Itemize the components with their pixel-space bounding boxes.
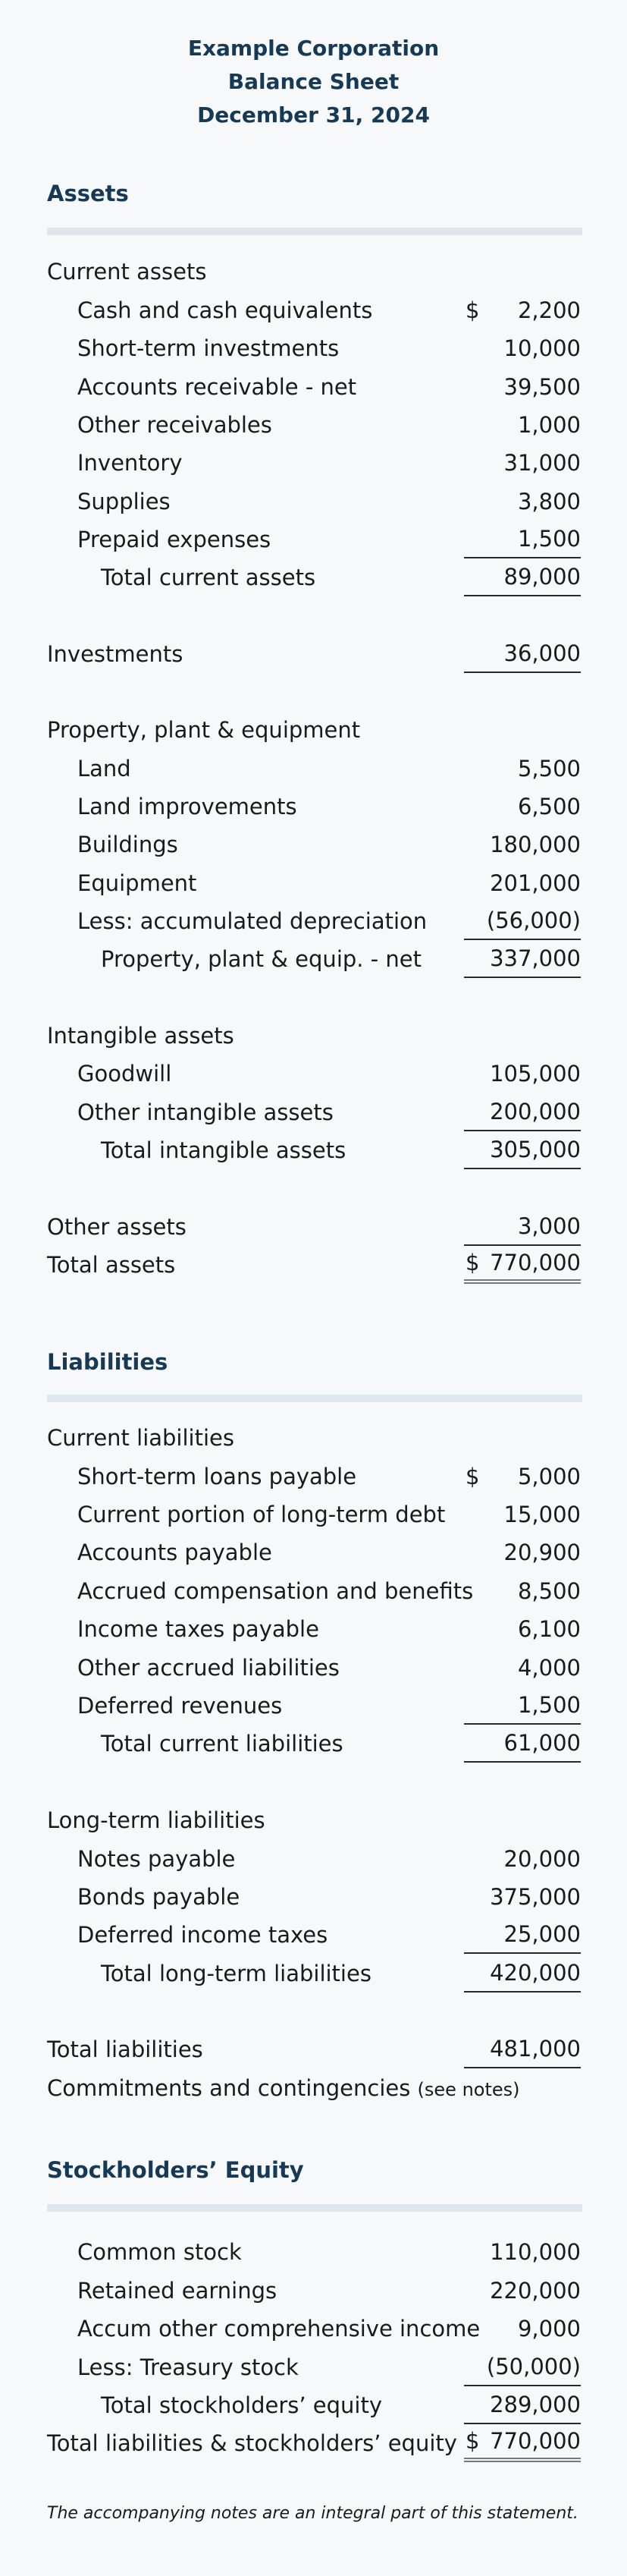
line-item-label-text: Long-term liabilities — [47, 1807, 265, 1833]
line-item-amount — [464, 1649, 581, 1687]
line-item-label — [47, 1425, 234, 1451]
amount-value: 305,000 — [490, 1137, 581, 1162]
line-item-label-text: Other assets — [47, 1214, 187, 1240]
line-item-label — [47, 1252, 175, 1278]
line-item-total-liabilities — [0, 2030, 627, 2068]
line-item-bonds-payable — [0, 1878, 627, 1916]
line-item-less-treasury-stock — [0, 2348, 627, 2386]
line-item-total-liabilities-and-stockholders-equity — [0, 2424, 627, 2462]
line-item-label — [77, 374, 356, 400]
line-item-amount — [464, 2030, 581, 2068]
line-item-amount — [464, 1610, 581, 1648]
amount-value: 2,200 — [517, 297, 581, 323]
line-item-label-text: Current assets — [47, 259, 207, 285]
line-item-label-text: Accounts payable — [77, 1540, 272, 1565]
line-item-supplies — [0, 483, 627, 521]
statement-header — [0, 32, 627, 132]
line-item-label-text: Other accrued liabilities — [77, 1655, 340, 1681]
amount-value: 31,000 — [503, 450, 581, 476]
line-item-amount — [464, 291, 581, 329]
line-item-buildings — [0, 826, 627, 863]
line-item-label — [101, 2392, 382, 2418]
line-item-label — [101, 1961, 371, 1986]
line-item-total-current-liabilities — [0, 1725, 627, 1763]
line-item-label — [47, 1023, 234, 1049]
line-item-amount — [464, 2348, 581, 2386]
line-item-label-text: Accounts receivable - net — [77, 374, 357, 400]
line-item-label-text: Total stockholders’ equity — [101, 2392, 383, 2418]
line-item-label-text: Property, plant & equipment — [47, 717, 361, 743]
company-name: Example Corporation — [187, 36, 440, 61]
amount-value: 6,100 — [517, 1616, 581, 1642]
section-divider — [47, 1395, 582, 1402]
line-item-label — [47, 2430, 457, 2456]
line-item-label-text: Supplies — [77, 489, 171, 514]
line-item-label — [77, 297, 372, 323]
line-item-label — [77, 1464, 356, 1489]
amount-value: 481,000 — [490, 2036, 581, 2062]
line-item-label — [77, 1578, 473, 1604]
line-item-amount — [464, 2386, 581, 2424]
amount-value: 89,000 — [503, 564, 581, 590]
line-item-retained-earnings — [0, 2272, 627, 2310]
line-item-label-text: Commitments and contingencies — [47, 2075, 411, 2101]
line-item-amount — [464, 368, 581, 406]
amount-value: 110,000 — [490, 2239, 581, 2265]
line-item-intangible-assets — [0, 1017, 627, 1055]
line-item-notes-payable — [0, 1840, 627, 1878]
line-item-accounts-receivable-net — [0, 368, 627, 406]
line-item-label-text: Current liabilities — [47, 1425, 234, 1451]
amount-value: 9,000 — [517, 2316, 581, 2342]
line-item-current-liabilities — [0, 1419, 627, 1457]
line-item-property-plant-and-equipment — [0, 711, 627, 749]
line-item-label — [47, 2037, 203, 2062]
line-item-amount — [464, 1572, 581, 1610]
line-item-label-text: Total intangible assets — [101, 1137, 346, 1163]
line-item-label-text: Bonds payable — [77, 1884, 240, 1910]
currency-symbol: $ — [466, 1250, 480, 1275]
line-item-amount — [464, 902, 581, 940]
line-item-label-text: Common stock — [77, 2239, 242, 2265]
amount-value: 220,000 — [490, 2278, 581, 2304]
line-item-amount — [464, 864, 581, 902]
section-divider — [47, 228, 582, 235]
line-item-label-text: Cash and cash equivalents — [77, 297, 373, 323]
line-item-label — [47, 2075, 520, 2101]
line-item-label-text: Total long-term liabilities — [101, 1961, 371, 1986]
line-item-label — [101, 1731, 343, 1757]
line-item-goodwill — [0, 1055, 627, 1093]
line-item-amount — [464, 1093, 581, 1131]
line-item-label-text: Total liabilities & stockholders’ equity — [47, 2430, 457, 2456]
line-item-accounts-payable — [0, 1533, 627, 1571]
section-title-assets: Assets — [47, 181, 129, 206]
line-item-label — [77, 1540, 272, 1565]
line-item-label — [77, 1693, 282, 1719]
line-item-label — [77, 2239, 242, 2265]
line-item-label — [77, 1884, 240, 1910]
line-item-amount — [464, 521, 581, 558]
line-item-total-current-assets — [0, 558, 627, 596]
amount-value: 3,000 — [517, 1213, 581, 1239]
line-item-label — [77, 2278, 277, 2304]
line-item-amount — [464, 1458, 581, 1496]
amount-value: 15,000 — [503, 1502, 581, 1527]
amount-value: 3,800 — [517, 489, 581, 514]
line-item-label — [77, 527, 271, 552]
line-item-amount — [464, 2233, 581, 2271]
amount-value: 180,000 — [490, 832, 581, 857]
line-item-investments — [0, 635, 627, 673]
line-item-note: (see notes) — [417, 2079, 520, 2100]
line-item-amount — [464, 1533, 581, 1571]
statement-date: December 31, 2024 — [197, 102, 430, 127]
line-item-label-text: Current portion of long-term debt — [77, 1502, 446, 1527]
line-item-deferred-revenues — [0, 1687, 627, 1725]
amount-value: 6,500 — [517, 794, 581, 819]
section-title-liabilities: Liabilities — [47, 1349, 168, 1375]
line-item-label — [77, 832, 178, 857]
line-item-label-text: Less: Treasury stock — [77, 2354, 299, 2380]
line-item-label — [77, 1616, 319, 1642]
line-item-label-text: Other receivables — [77, 412, 272, 438]
line-item-label — [47, 1807, 265, 1833]
line-item-label — [47, 641, 183, 667]
line-item-label — [77, 2316, 480, 2342]
line-item-label-text: Equipment — [77, 870, 197, 896]
line-item-amount — [464, 1955, 581, 1993]
line-item-label — [77, 1502, 445, 1527]
line-item-label — [101, 946, 422, 972]
line-item-label-text: Other intangible assets — [77, 1099, 334, 1125]
line-item-label-text: Property, plant & equip. - net — [101, 946, 422, 972]
line-item-label — [77, 1099, 334, 1125]
line-item-label-text: Accrued compensation and benefits — [77, 1578, 474, 1604]
line-item-land — [0, 750, 627, 788]
line-item-deferred-income-taxes — [0, 1916, 627, 1954]
section-title-stockholders-equity: Stockholders’ Equity — [47, 2157, 304, 2183]
amount-value: 61,000 — [503, 1730, 581, 1756]
amount-value: 36,000 — [503, 640, 581, 666]
amount-value: 1,500 — [517, 1692, 581, 1718]
line-item-amount — [464, 750, 581, 788]
line-item-amount — [464, 558, 581, 596]
line-item-income-taxes-payable — [0, 1610, 627, 1648]
line-item-label-text: Total current liabilities — [101, 1731, 343, 1757]
footnote: The accompanying notes are an integral part of this statement. — [47, 2504, 578, 2523]
line-item-label-text: Less: accumulated depreciation — [77, 908, 428, 934]
amount-value: 201,000 — [490, 870, 581, 896]
line-item-label — [77, 1061, 171, 1087]
line-item-label-text: Land — [77, 756, 131, 782]
line-item-property-plant-and-equip-net — [0, 940, 627, 978]
line-item-label-text: Buildings — [77, 832, 178, 857]
line-item-current-assets — [0, 253, 627, 291]
amount-value: 289,000 — [490, 2392, 581, 2417]
line-item-amount — [464, 1916, 581, 1954]
section-divider — [47, 2204, 582, 2212]
line-item-label-text: Goodwill — [77, 1061, 172, 1087]
line-item-total-long-term-liabilities — [0, 1955, 627, 1993]
amount-value: 375,000 — [490, 1884, 581, 1910]
line-item-label-text: Retained earnings — [77, 2278, 277, 2304]
line-item-accrued-compensation-and-benefits — [0, 1572, 627, 1610]
line-item-label — [47, 1214, 187, 1240]
line-item-label-text: Inventory — [77, 450, 183, 476]
line-item-commitments-and-contingencies — [0, 2069, 627, 2107]
line-item-short-term-investments — [0, 329, 627, 367]
line-item-prepaid-expenses — [0, 521, 627, 558]
line-item-label — [47, 259, 206, 285]
amount-value: 105,000 — [490, 1061, 581, 1087]
amount-value: 420,000 — [490, 1960, 581, 1986]
line-item-cash-and-cash-equivalents — [0, 291, 627, 329]
line-item-total-assets — [0, 1246, 627, 1284]
line-item-equipment — [0, 864, 627, 902]
line-item-amount — [464, 1208, 581, 1246]
line-item-label — [77, 1922, 328, 1948]
amount-value: 5,000 — [517, 1464, 581, 1489]
line-item-amount — [464, 940, 581, 978]
currency-symbol: $ — [466, 2428, 480, 2454]
line-item-label-text: Intangible assets — [47, 1023, 234, 1049]
amount-value: 5,500 — [517, 756, 581, 782]
line-item-amount — [464, 2310, 581, 2348]
line-item-amount — [464, 1246, 581, 1284]
line-item-amount — [464, 2424, 581, 2462]
line-item-label — [77, 412, 272, 438]
line-item-less-accumulated-depreciation — [0, 902, 627, 940]
amount-value: 39,500 — [503, 374, 581, 400]
line-item-label-text: Short-term loans payable — [77, 1464, 357, 1489]
line-item-amount — [464, 1131, 581, 1169]
line-item-other-assets — [0, 1208, 627, 1246]
line-item-label-text: Deferred revenues — [77, 1693, 283, 1719]
line-item-label — [77, 450, 183, 476]
line-item-label — [47, 717, 360, 743]
amount-value: 20,900 — [503, 1540, 581, 1565]
line-item-amount — [464, 1687, 581, 1725]
line-item-amount — [464, 826, 581, 863]
line-item-label-text: Short-term investments — [77, 335, 340, 361]
line-item-amount — [464, 788, 581, 826]
line-item-common-stock — [0, 2233, 627, 2271]
amount-value: 1,500 — [517, 526, 581, 552]
amount-value: 337,000 — [490, 945, 581, 971]
line-item-label-text: Accum other comprehensive income — [77, 2316, 481, 2342]
line-item-label — [77, 908, 427, 934]
line-item-amount — [464, 1725, 581, 1763]
line-item-amount — [464, 1496, 581, 1533]
amount-value: 4,000 — [517, 1655, 581, 1681]
line-item-other-accrued-liabilities — [0, 1649, 627, 1687]
amount-value: 8,500 — [517, 1578, 581, 1604]
line-item-amount — [464, 329, 581, 367]
line-item-label-text: Prepaid expenses — [77, 527, 271, 552]
line-item-land-improvements — [0, 788, 627, 826]
line-item-label-text: Income taxes payable — [77, 1616, 319, 1642]
line-item-label-text: Notes payable — [77, 1846, 236, 1872]
currency-symbol: $ — [466, 297, 480, 323]
line-item-label — [101, 565, 315, 590]
line-item-label — [77, 794, 297, 819]
line-item-label-text: Total liabilities — [47, 2037, 203, 2062]
line-item-amount — [464, 635, 581, 673]
line-item-label — [101, 1137, 346, 1163]
line-item-label — [77, 756, 131, 782]
line-item-accum-other-comprehensive-income — [0, 2310, 627, 2348]
line-item-amount — [464, 406, 581, 444]
line-item-amount — [464, 1055, 581, 1093]
line-item-label — [77, 2354, 299, 2380]
line-item-label-text: Total assets — [47, 1252, 176, 1278]
line-item-label-text: Deferred income taxes — [77, 1922, 328, 1948]
line-item-long-term-liabilities — [0, 1801, 627, 1839]
amount-value: 10,000 — [503, 335, 581, 361]
line-item-label — [77, 1846, 235, 1872]
line-item-label-text: Land improvements — [77, 794, 297, 819]
line-item-amount — [464, 444, 581, 482]
amount-value: 1,000 — [517, 412, 581, 438]
line-item-amount — [464, 1878, 581, 1916]
line-item-total-stockholders-equity — [0, 2386, 627, 2424]
amount-value: (56,000) — [486, 907, 581, 933]
currency-symbol: $ — [466, 1464, 480, 1489]
line-item-other-intangible-assets — [0, 1093, 627, 1131]
line-item-inventory — [0, 444, 627, 482]
line-item-amount — [464, 2272, 581, 2310]
line-item-label — [77, 1655, 340, 1681]
amount-value: 200,000 — [490, 1099, 581, 1124]
line-item-label-text: Investments — [47, 641, 183, 667]
amount-value: 770,000 — [490, 2428, 581, 2454]
line-item-short-term-loans-payable — [0, 1458, 627, 1496]
line-item-label — [77, 870, 196, 896]
line-item-label — [77, 489, 171, 514]
amount-value: 20,000 — [503, 1846, 581, 1872]
amount-value: 25,000 — [503, 1921, 581, 1947]
line-item-label-text: Total current assets — [101, 565, 316, 590]
line-item-total-intangible-assets — [0, 1131, 627, 1169]
line-item-other-receivables — [0, 406, 627, 444]
line-item-current-portion-of-long-term-debt — [0, 1496, 627, 1533]
statement-title: Balance Sheet — [227, 69, 400, 94]
line-item-amount — [464, 1840, 581, 1878]
line-item-label — [77, 335, 339, 361]
line-item-amount — [464, 483, 581, 521]
amount-value: (50,000) — [486, 2354, 581, 2379]
amount-value: 770,000 — [490, 1250, 581, 1275]
